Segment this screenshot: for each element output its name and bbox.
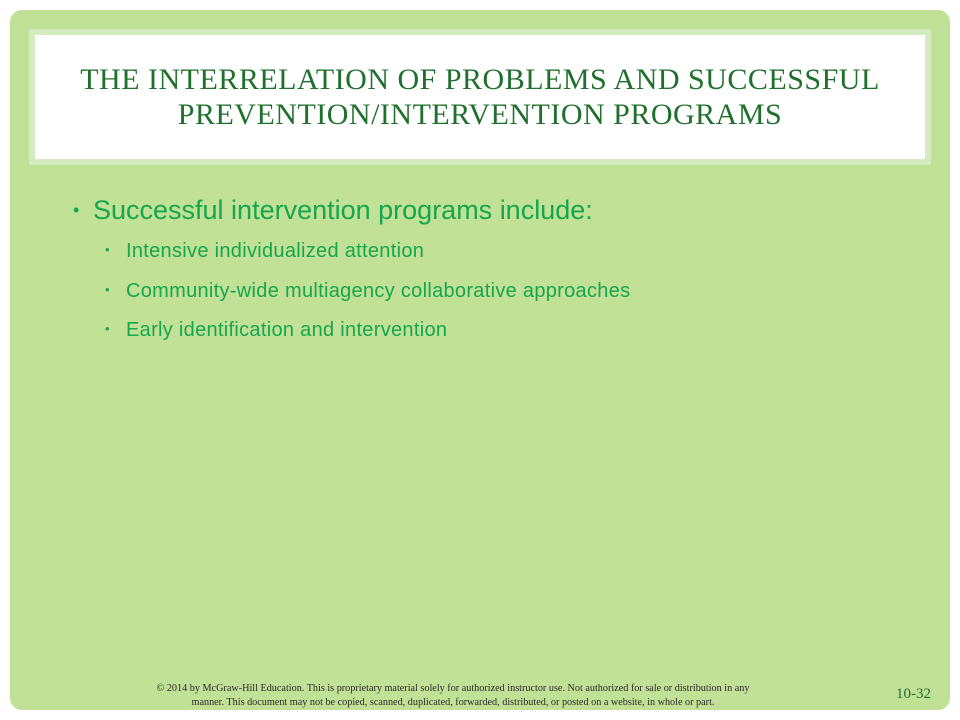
bullet-dot-icon: • (105, 242, 110, 257)
sub-bullet-3 (105, 316, 447, 343)
sub-bullet-text: Intensive individualized attention (126, 240, 425, 262)
sub-bullet-text: Community-wide multiagency collaborative approaches (126, 280, 631, 302)
copyright-line-1: © 2014 by McGraw-Hill Education. This is proprietary material solely for authorized instructor use. Not authorized for sale or distribution in any (156, 683, 750, 694)
copyright-line-2: manner. This document may not be copied, scanned, duplicated, forwarded, distributed, or posted on a website, in whole or part. (191, 697, 715, 708)
sub-bullet-2 (105, 277, 630, 304)
sub-bullet-1 (105, 237, 424, 264)
slide-title: THE INTERRELATION OF PROBLEMS AND SUCCESSFUL PREVENTION/INTERVENTION PROGRAMS (80, 63, 880, 131)
bullet-dot-icon: • (105, 282, 110, 297)
bullet-dot-icon: • (105, 321, 110, 336)
copyright-footer (38, 682, 868, 710)
page-number: 10-32 (896, 686, 931, 702)
sub-bullet-text: Early identification and intervention (126, 319, 448, 341)
bullet-main-text: Successful intervention programs include: (93, 195, 593, 225)
bullet-dot-icon: • (73, 200, 80, 220)
bullet-main (73, 192, 593, 228)
